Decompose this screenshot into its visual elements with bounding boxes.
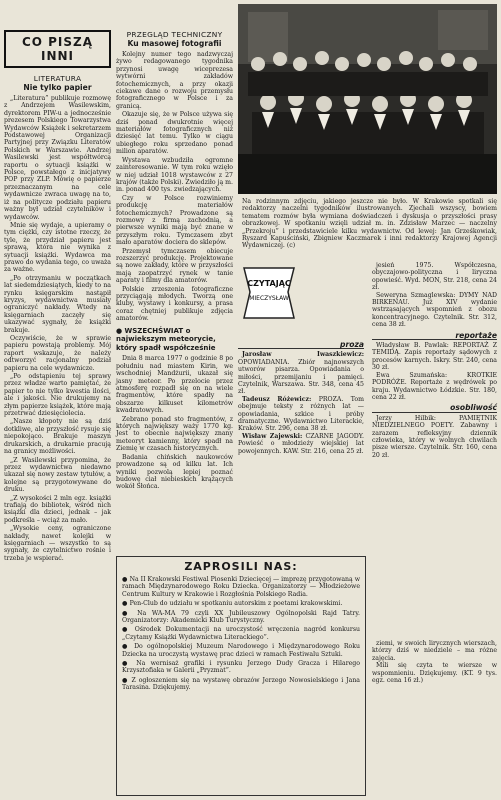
- paragraph: Oczywiście, że w sprawie papieru powstają problemy. Mój raport wskazuje, że należy odtworzyć racjonalny podział papieru na cele wydawnicze.: [4, 335, 111, 372]
- paragraph: „Z wysokości 2 mln egz. książki trafiają do bibliotek, wśród nich książki dla dzieci, jednak – jak podkreśla – wciąż za mało.: [4, 494, 111, 524]
- paragraph: Badania chińskich naukowców prowadzone są od kilku lat. Ich wyniki pozwolą lepiej poznać budowę ciał niebieskich krążących wokół Słońca.: [116, 453, 233, 491]
- article-headline: Ku masowej fotografii: [127, 39, 222, 48]
- subhead-text: WSZECHŚWIAT o najwiekszym meteorycie, który spadł współcześnie: [116, 326, 216, 352]
- box-title: ZAPROSILI NAS:: [184, 560, 298, 573]
- paragraph: Okazuje się, że w Polsce używa się dziś ponad dwukrotnie więcej materiałów fotograficznych niż dziesięć lat temu. Tylko w ciągu ubiegłego roku sprzedano ponad milion aparatów.: [116, 111, 233, 156]
- review-text: CZARNE JAGODY. Powieść o młodzieży wiejskiej lat powojennych. KAW. Str. 216, cena 25 zł.: [238, 432, 364, 455]
- column-co-pisza-inni: [4, 4, 111, 563]
- review-text: PROZA. Tom obejmuje teksty z różnych lat — opowiadania, szkice i próby dramatyczne. Wydawnictwo Literackie, Kraków. Str. 296, cena 38 zł.: [238, 395, 364, 433]
- invitation-item: ● Na WA-MA 79 czyli XX Jubileuszowy Ogólnopolski Rajd Tatry. Organizatorzy: Akademicki Klub Turystyczny.: [122, 609, 360, 625]
- review-entry: [372, 262, 497, 329]
- paragraph: Dnia 8 marca 1977 o godzinie 8 po południu nad miastem Kirin, we wschodniej Mandżurii, ukazał się jasny meteor. Po przelocie przez atmosferę rozpadł się on na wiele fragmentów, które spadły na obszarze kilkuset kilometrów kwadratowych.: [116, 355, 233, 415]
- section-label-osobliwosc: osobliwość: [372, 404, 497, 412]
- article-kicker: LITERATURA: [33, 74, 82, 83]
- czytajac-stamp: [238, 262, 300, 324]
- paragraph: „Nasze kłopoty nie są dziś dotkliwe, ale przyszłość rysuje się niepokojąco. Brakuje maszyn drukarskich, a drukarnie pracują na granicy możliwości.: [4, 418, 111, 456]
- paragraph: Jerzy Hilbik: PAMIĘTNIK NIEDZIELNEGO POETY. Zabawny i zarazem refleksyjny dziennik człowieka, który w wolnych chwilach pisze wiersze. Czytelnik. Str. 160, cena 20 zł.: [372, 414, 497, 459]
- review-column-right: [372, 262, 497, 459]
- column-przeglad-techniczny: [116, 4, 233, 492]
- group-photo: [238, 4, 497, 194]
- paragraph: Wystawa wzbudziła ogromne zainteresowanie. W tym roku wzięło w niej udział 1018 wystawców z 27 krajów (także Polski). Zwiedziło ją m. in. ponad 400 tys. zwiedzających.: [116, 156, 233, 194]
- bullet-marker: ●: [116, 326, 123, 335]
- invitation-item: ● Na wernisaż grafiki i rysunku Jerzego Dudy Gracza i Hilarego Krzysztofiaka w Galerii „Pryzmat”.: [122, 660, 360, 675]
- paragraph: „Z Wasilewski przypomina, że przez wydawnictwa niedawno ukazał się nowy zestaw tytułów, a kolejne są przygotowywane do druku.: [4, 456, 111, 494]
- review-author: Jarosław Iwaszkiewicz:: [242, 351, 364, 359]
- paragraph: Kolejny numer tego nadzwyczaj żywo redagowanego tygodnika przynosi uwagę wiceprezesa wytwórni zakładów fotochemicznych, a przy okazji ciekawe dane o rozwoju przemysłu fotograficznego w Polsce i za granicą.: [116, 51, 233, 110]
- invitation-item: ● Do ogólnopolskiej Muzeum Narodowego i Międzynarodowego Roku Dziecka na uroczystą wystawę prac dzieci w ramach Festiwalu Sztuki.: [122, 643, 360, 658]
- paperback-column: [372, 640, 497, 684]
- paragraph: Mili się czyta te wiersze w wspomnieniu. Dziękujemy. (KT. 9 tys. egz. cena 16 zł.): [372, 662, 497, 685]
- invitation-text: Na WA-MA 79 czyli XX Jubileuszowy Ogólnopolski Rajd Tatry. Organizatorzy: Akademicki Klub Turystyczny.: [122, 609, 360, 625]
- paragraph: Polskie zrzeszenia fotograficzne przyciągają młodych. Tworzą one kluby, wystawy i konkursy, a prasa coraz chętniej publikuje zdjęcia amatorów.: [116, 285, 233, 323]
- invitation-item: ● Pen-Club do udziału w spotkaniu autorskim z poetami krakowskimi.: [122, 600, 343, 608]
- review-column-left: [238, 338, 364, 455]
- invitation-text: Ośrodek Dokumentacji na uroczystość wręczenia nagród konkursu „Czytamy Książki Wydawnictwa Literackiego”.: [122, 626, 360, 641]
- review-entry: [238, 433, 364, 455]
- review-entry: [238, 351, 364, 395]
- photo-caption: Na rodzinnym zdjęciu, jakiego jeszcze nie było. W Krakowie spotkali się redaktorzy naczelni tygodników ilustrowanych. Zjechali wszyscy, bowiem tematem rozmów była wymiana doświadczeń i dyskusja o przyszłości prasy obrazkowej. W spotkaniu wzięli udział m. in. Zdzisław Marzec — naczelny „Przekroju” i przedstawiciele kilku wydawnictw. Od lewej: Jan Grześkowiak, Ryszard Kapuściński, Zbigniew Kaczmarek i inni redaktorzy Krajowej Agencji Wydawniczej. (c): [242, 198, 497, 250]
- paragraph: Zebrano ponad sto fragmentów, z których największy waży 1770 kg. Jest to obecnie największy znany meteoryt kamienny, który spadł na Ziemię w czasach historycznych.: [116, 415, 233, 453]
- article-subhead-wszechswiat: [116, 327, 233, 353]
- stamp-line-1: CZYTAJĄC: [247, 279, 291, 288]
- paragraph: Mnie się wydaje, a upieramy o tym ciężki, czy istotne rzeczy, że tyle, że przydział papieru jest sprawą, która nie wynika z sytuacji książki. Wydawca ma prawo do wydania tego, co uważa za ważne.: [4, 221, 111, 274]
- stamp-graphic: [238, 262, 300, 324]
- invitation-item: ● Z ogłoszeniem się na wystawę obrazów Jerzego Nowosielskiego i Jana Tarasina. Dziękujemy.: [122, 676, 360, 692]
- article-body: [116, 51, 233, 323]
- review-entry: [372, 640, 497, 684]
- paragraph: Władysław B. Pawlak: REPORTAŻ Z TEMIDĄ. Zapis reportaży sądowych z procesów karnych. Iskry. Str. 240, cena 30 zł.: [372, 342, 497, 372]
- paragraph: Ewa Szumańska: KROTKIE PODRÓŻE. Reportaże z wędrówek po kraju. Wydawnictwo Łódzkie. Str. 180, cena 22 zł.: [372, 371, 497, 401]
- section-masthead: [4, 30, 111, 68]
- invitation-text: Na wernisaż grafiki i rysunku Jerzego Dudy Gracza i Hilarego Krzysztofiaka w Galerii „Pryzmat”.: [122, 660, 360, 675]
- paragraph: „Po odstąpieniu tej sprawy przez władze warto pamiętać, że papier to nie tylko kwestia ilości, ale i jakości. Nie drukujemy na złym papierze książek, które mają przetrwać dziesięciolecia.: [4, 373, 111, 418]
- paragraph: jesień 1975. Współczesna, obyczajowo-polityczna i liryczna opowieść. Wyd. MON, Str. 218, cena 24 zł.: [372, 262, 497, 292]
- review-text: OPOWIADANIA. Zbiór najnowszych utworów pisarza. Opowiadania o miłości, przemijaniu i pamięci. Czytelnik, Warszawa. Str. 348, cena 45 zł.: [238, 358, 364, 396]
- review-author: Wisław Zajewski:: [242, 432, 303, 440]
- review-author: Tadeusz Różewicz:: [242, 395, 312, 403]
- review-entry: [372, 415, 497, 459]
- section-label-reportaze: reportaże: [372, 332, 497, 340]
- paragraph: Przemysł tymczasem obiecuje rozszerzyć produkcję. Projektowane są nowe zakłady, które w przyszłości mają zaopatrzyć rynek w tanie aparaty i filmy dla amatorów.: [116, 247, 233, 285]
- stamp-line-2: MIECZYSŁAW: [249, 295, 289, 302]
- section-label-proza: proza: [238, 341, 364, 349]
- article-kicker: PRZEGLĄD TECHNICZNY: [126, 30, 223, 39]
- invitation-text: Do ogólnopolskiej Muzeum Narodowego i Międzynarodowego Roku Dziecka na uroczystą wystawę prac dzieci w ramach Festiwalu Sztuki.: [122, 643, 360, 658]
- group-photo-image: [238, 4, 497, 194]
- review-entry: [372, 342, 497, 401]
- article-headline: Nie tylko papier: [23, 83, 92, 92]
- paragraph: „Wysokie ceny, ograniczone nakłady, nawet kolejki w księgarniach — wszystko to są sygnały, że czytelnictwo rośnie i trzeba je wspierać.: [4, 525, 111, 562]
- paragraph: „Literatura” publikuje rozmowę z Andrzejem Wasilewskim, dyrektorem PIW-u a jednocześnie prezesem Polskiego Towarzystwa Wydawców Książek i sekretarzem Podstawowej Organizacji Partyjnej przy Związku Literatów Polskich w Warszawie. Andrzej Wasilewski jest współtwórcą raportu o sytuacji książki w Polsce, powstałego z inicjatywy POP przy ZLP. Mówię o papierze przeznaczanym na cele wydawnicze zwraca uwagę na to, iż na politycze podziału papieru ważny był udział czytelników i wydawców.: [4, 95, 111, 221]
- article-body: [4, 95, 111, 562]
- zaprosili-nas-box: [116, 556, 366, 796]
- invitation-text: Na II Krakowski Festiwal Piosenki Dziecięcej — imprezę przygotowaną w ramach Międzynarodowego Roku Dziecka. Organizatorzy — Młodzieżowe Centrum Kultury w Krakowie i Rozgłośnia Polskiego Radia.: [122, 576, 360, 598]
- invitation-text: Z ogłoszeniem się na wystawę obrazów Jerzego Nowosielskiego i Jana Tarasina. Dziękujemy.: [122, 676, 360, 692]
- invitation-item: ● Na II Krakowski Festiwal Piosenki Dziecięcej — imprezę przygotowaną w ramach Międzynarodowego Roku Dziecka. Organizatorzy — Młodzieżowe Centrum Kultury w Krakowie i Rozgłośnia Polskiego Radia.: [122, 576, 360, 598]
- review-entry: [238, 396, 364, 433]
- paragraph: Seweryna Szmaglewska: DYMY NAD BIRKENAU. Już XIV wydanie wstrząsających wspomnień z obozu koncentracyjnego. Czytelnik. Str. 312, cena 38 zł.: [372, 291, 497, 329]
- invitation-item: ● Ośrodek Dokumentacji na uroczystość wręczenia nagród konkursu „Czytamy Książki Wydawnictwa Literackiego”.: [122, 626, 360, 641]
- invitation-text: Pen-Club do udziału w spotkaniu autorskim z poetami krakowskimi.: [129, 600, 343, 608]
- paragraph: Czy w Polsce rozwiniemy produkcję materiałów fotochemicznych? Prowadzone są rozmowy z firmą zachodnią, a pierwsze wyniki mają być znane w przyszłym roku. Tymczasem zbyt mało aparatów dociera do sklepów.: [116, 194, 233, 247]
- paragraph: „Po otrzymaniu w początkach lat siedemdziesiątych, kiedy to na rynku księgarskim nastąpił kryzys, wydawnictwa musiały ograniczyć nakłady. Wtedy na księgarniach zaczęły się ukazywać sygnały, że książki brakuje.: [4, 274, 111, 334]
- article-body: [116, 355, 233, 490]
- paragraph: ziemi, w swoich lirycznych wierszach, którzy dziś w niedziele – ma różne zajęcia.: [372, 640, 497, 662]
- masthead-title: CO PISZĄ INNI: [21, 35, 94, 63]
